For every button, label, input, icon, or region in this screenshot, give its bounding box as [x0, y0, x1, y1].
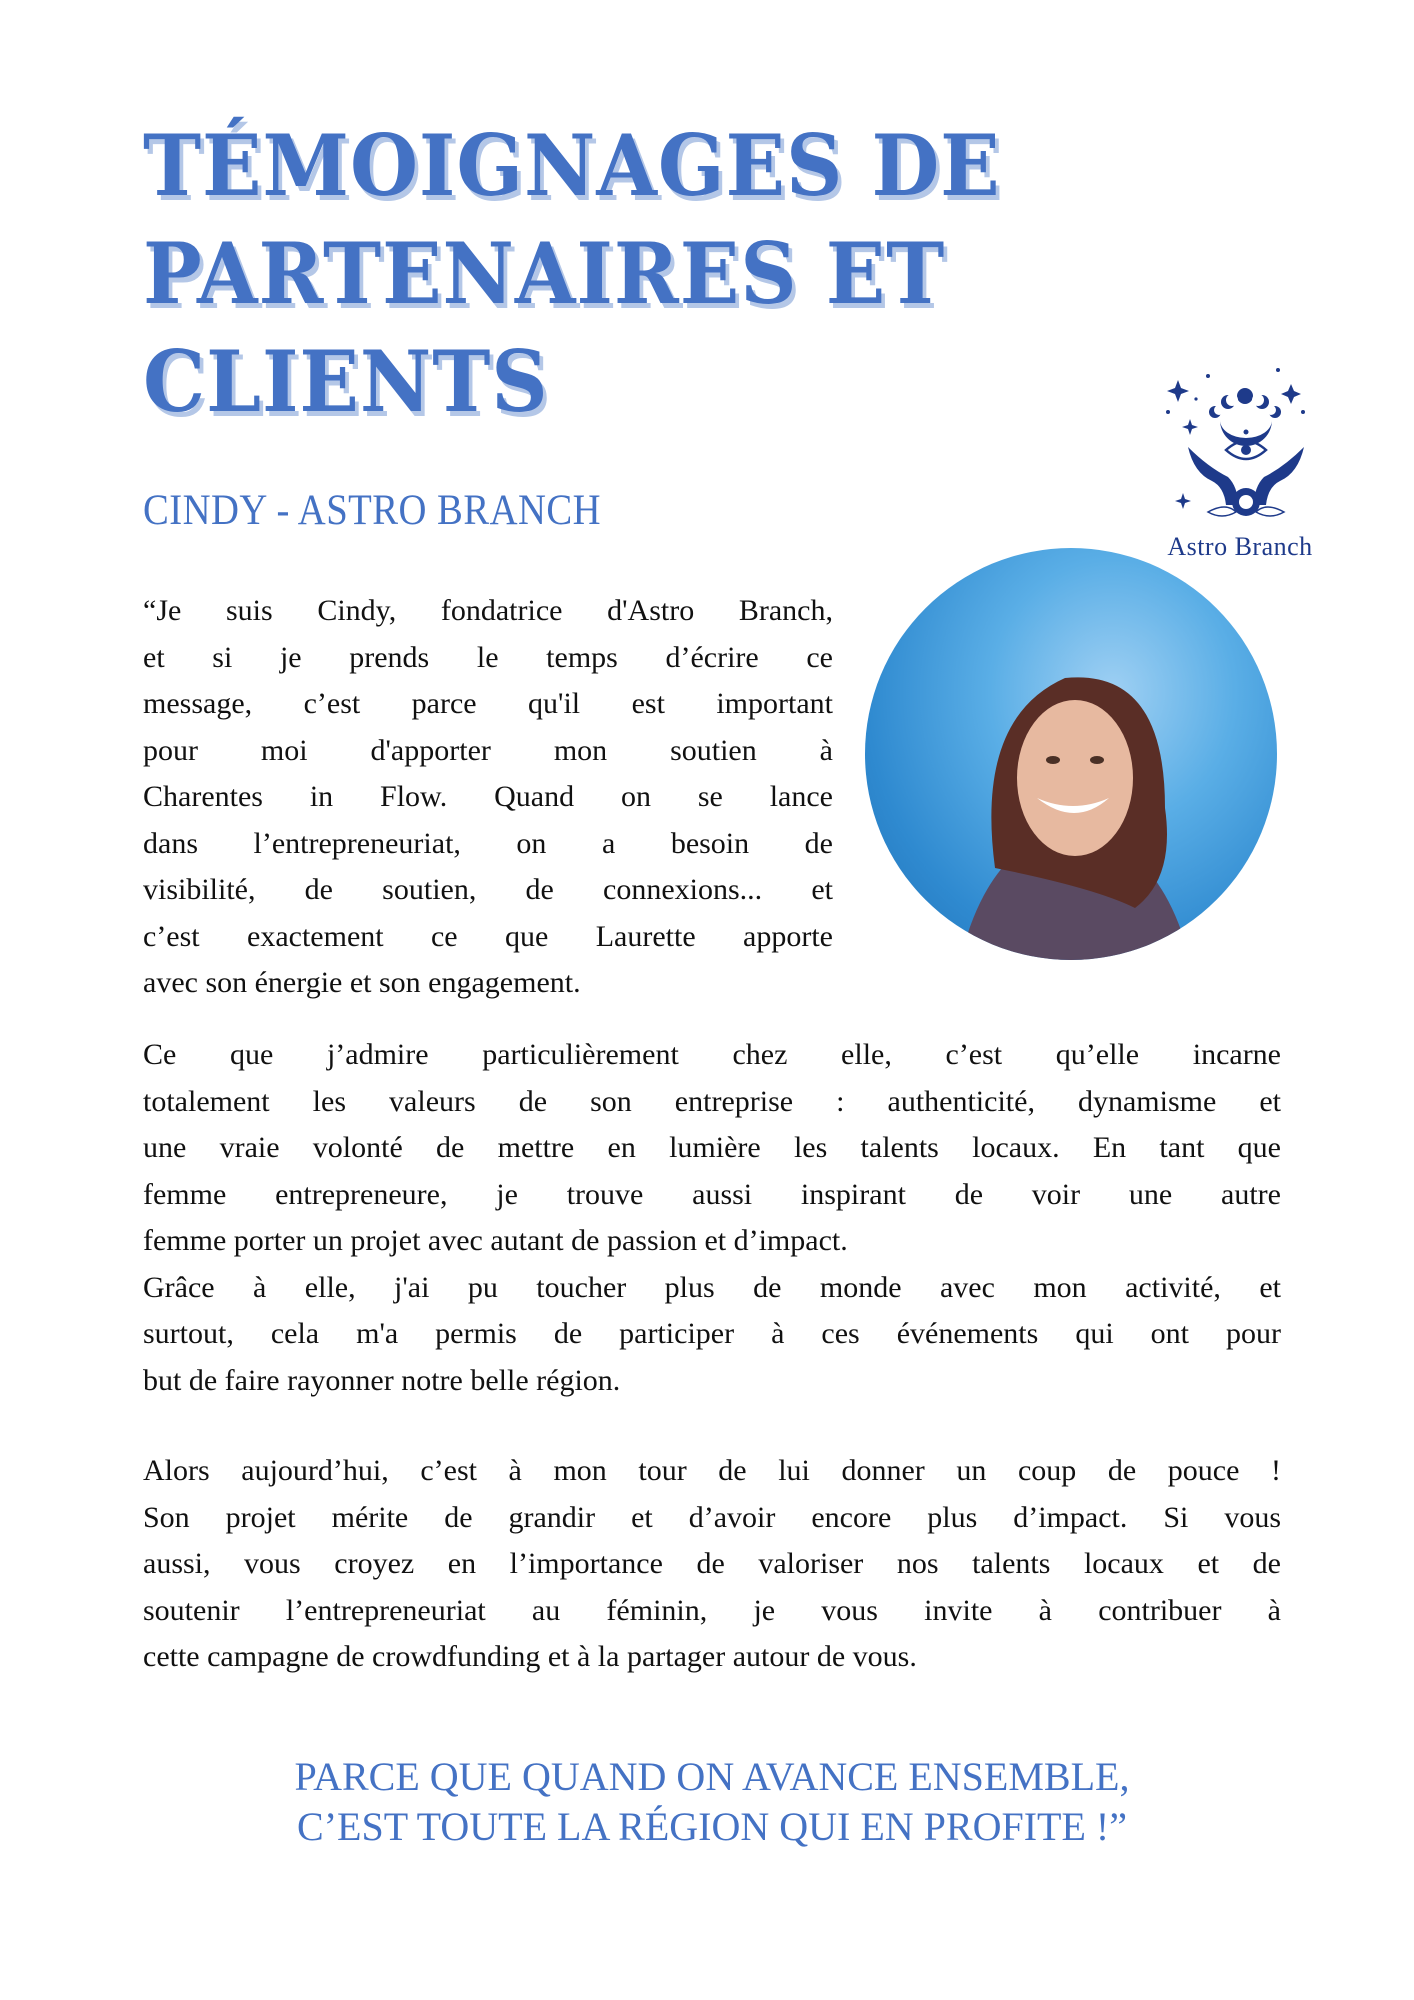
title-line-3: CLIENTS — [143, 332, 549, 431]
paragraph-line: Grâce à elle, j'ai pu toucher plus de monde avec mon activité, et — [143, 1270, 1281, 1304]
paragraph-line: message, c’est parce qu'il est important — [143, 687, 833, 720]
paragraph-line: c’est exactement ce que Laurette apporte — [143, 919, 833, 953]
paragraph-line: femme porter un projet avec autant de passion et d’impact. — [143, 1224, 848, 1257]
paragraph-line: Ce que j’admire particulièrement chez elle, c’est qu’elle incarne — [143, 1038, 1281, 1071]
paragraph-line: avec son énergie et son engagement. — [143, 966, 581, 999]
title-line-1: TÉMOIGNAGES DE — [143, 116, 1001, 215]
testimonial-author-heading: CINDY - ASTRO BRANCH — [143, 487, 602, 534]
paragraph-line: et si je prends le temps d’écrire ce — [143, 640, 833, 674]
testimonial-paragraph-3 — [143, 1448, 1281, 1681]
paragraph-line: Son projet mérite de grandir et d’avoir encore plus d’impact. Si vous — [143, 1500, 1281, 1534]
paragraph-line: visibilité, de soutien, de connexions... et — [143, 873, 833, 906]
closing-quote — [143, 1752, 1281, 1852]
closing-line-2: C’EST TOUTE LA RÉGION QUI EN PROFITE !” — [297, 1804, 1127, 1849]
paragraph-line: cette campagne de crowdfunding et à la partager autour de vous. — [143, 1640, 917, 1673]
paragraph-line: pour moi d'apporter mon soutien à — [143, 733, 833, 767]
logo-wordmark: Astro Branch — [1167, 532, 1313, 561]
paragraph-line: totalement les valeurs de son entreprise : authenticité, dynamisme et — [143, 1084, 1281, 1118]
closing-line-1: PARCE QUE QUAND ON AVANCE ENSEMBLE, — [294, 1754, 1130, 1799]
title-line-2: PARTENAIRES ET — [143, 224, 946, 323]
paragraph-line: dans l’entrepreneuriat, on a besoin de — [143, 826, 833, 860]
paragraph-line: une vraie volonté de mettre en lumière les talents locaux. En tant que — [143, 1131, 1281, 1164]
paragraph-line: but de faire rayonner notre belle région. — [143, 1363, 621, 1397]
paragraph-line: surtout, cela m'a permis de participer à ces événements qui ont pour — [143, 1317, 1281, 1350]
paragraph-line: aussi, vous croyez en l’importance de valoriser nos talents locaux et de — [143, 1547, 1281, 1580]
paragraph-line: femme entrepreneure, je trouve aussi inspirant de voir une autre — [143, 1177, 1281, 1211]
paragraph-line: “Je suis Cindy, fondatrice d'Astro Branch, — [143, 594, 833, 627]
paragraph-line: soutenir l’entrepreneuriat au féminin, je vous invite à contribuer à — [143, 1593, 1281, 1627]
paragraph-line: Charentes in Flow. Quand on se lance — [143, 780, 833, 813]
testimonial-paragraph-1 — [143, 588, 833, 1007]
testimonial-paragraph-2 — [143, 1032, 1281, 1404]
paragraph-line: Alors aujourd’hui, c’est à mon tour de lui donner un coup de pouce ! — [143, 1454, 1281, 1487]
astro-branch-logo-icon — [1148, 352, 1338, 562]
portrait-photo — [865, 548, 1277, 960]
page-title — [143, 112, 1073, 436]
